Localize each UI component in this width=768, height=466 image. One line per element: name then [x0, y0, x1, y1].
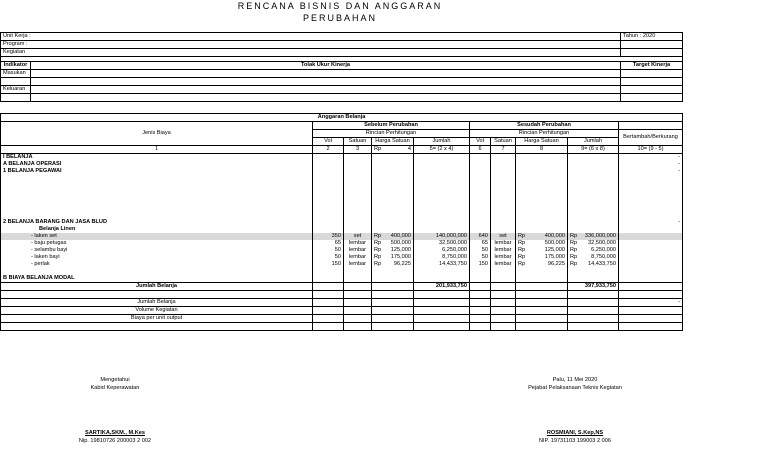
dash: -: [619, 299, 683, 307]
num-8: 8: [516, 146, 568, 154]
sesudah-perubahan: Sesudah Perubahan: [470, 122, 619, 130]
item-row: [1, 233, 683, 240]
item-v2: 640: [470, 233, 491, 240]
col-satuan: Satuan: [344, 138, 372, 146]
item-j2: Rp 336,000,000: [568, 233, 619, 240]
num-6: 6: [470, 146, 491, 154]
left-signature: Mengetahui Kabid Keperawatan: [90, 377, 140, 391]
dash: -: [619, 219, 683, 226]
item-j2: Rp 32,500,000: [568, 240, 619, 247]
item-h1: Rp 125,000: [372, 247, 414, 254]
item-h2: Rp 125,000: [516, 247, 568, 254]
dash: -: [619, 168, 683, 175]
row-operasi: A BELANJA OPERASI: [1, 161, 313, 168]
bertambah-berkurang: Bertambah/Berkurang: [619, 130, 683, 146]
masukan-label: Masukan: [1, 70, 31, 78]
item-j1: 140,000,000: [414, 233, 470, 240]
row-belanja: I BELANJA: [1, 154, 313, 162]
doc-subtitle: PERUBAHAN: [302, 13, 377, 23]
item-j2: Rp 6,250,000: [568, 247, 619, 254]
item-h1: Rp 175,000: [372, 254, 414, 261]
col-jumlah: Jumlah: [414, 138, 470, 146]
col-vol-2: Vol: [470, 138, 491, 146]
item-h1: Rp 400,000: [372, 233, 414, 240]
item-s1: lembar: [344, 261, 372, 268]
item-h2: Rp 96,225: [516, 261, 568, 268]
anggaran-belanja: Anggaran Belanja: [1, 114, 683, 122]
bottom-biaya: Biaya per unit output: [1, 315, 313, 323]
dash: -: [619, 154, 683, 162]
item-v1: 50: [313, 254, 344, 261]
item-s2: lembar: [491, 247, 516, 254]
row-modal: B BIAYA BELANJA MODAL: [1, 275, 313, 283]
item-row: [1, 254, 683, 261]
item-x: [619, 233, 683, 240]
item-s1: lembar: [344, 240, 372, 247]
budget-table: [0, 113, 683, 331]
num-2: 2: [313, 146, 344, 154]
item-row: [1, 240, 683, 247]
row-linen: Belanja Linen: [1, 226, 313, 233]
item-x: [619, 254, 683, 261]
kegiatan: Kegiatan: [1, 49, 621, 57]
item-s1: lembar: [344, 247, 372, 254]
header-table: [0, 32, 683, 102]
num-9: 9= (6 x 8): [568, 146, 619, 154]
col-harga: Harga Satuan: [372, 138, 414, 146]
item-v2: 65: [470, 240, 491, 247]
bottom-volume: Volume Kegiatan: [1, 307, 313, 315]
item-j2: Rp 8,750,000: [568, 254, 619, 261]
item-v2: 50: [470, 247, 491, 254]
row-barang: 2 BELANJA BARANG DAN JASA BLUD: [1, 219, 313, 226]
item-name: - laken set: [1, 233, 313, 240]
item-name: - selambu bayi: [1, 247, 313, 254]
doc-title: RENCANA BISNIS DAN ANGGARAN: [237, 1, 443, 11]
tahun: Tahun : 2020: [621, 33, 683, 41]
bottom-jumlah: Jumlah Belanja: [1, 299, 313, 307]
num-5: 5= (2 x 4): [414, 146, 470, 154]
col-satuan-2: Satuan: [491, 138, 516, 146]
total-after: 397,933,750: [568, 283, 619, 291]
item-x: [619, 261, 683, 268]
item-j1: 32,500,000: [414, 240, 470, 247]
unit-kerja: Unit Kerja :: [1, 33, 621, 41]
item-s1: set: [344, 233, 372, 240]
item-v2: 50: [470, 254, 491, 261]
dash: -: [619, 161, 683, 168]
item-j1: 8,750,000: [414, 254, 470, 261]
item-name: - perlak: [1, 261, 313, 268]
total-before: 201,933,750: [414, 283, 470, 291]
program: Program :: [1, 41, 621, 49]
item-row: [1, 261, 683, 268]
jumlah-belanja: Jumlah Belanja: [1, 283, 313, 291]
right-signer: ROSMIANI, S.Kep,NS NIP. 19731103 199003 2 006: [539, 430, 611, 444]
item-s2: lembar: [491, 254, 516, 261]
item-v2: 150: [470, 261, 491, 268]
jenis-biaya: Jenis Biaya: [1, 122, 313, 146]
item-name: - baju petugas: [1, 240, 313, 247]
item-s2: set: [491, 233, 516, 240]
right-signature: Palu, 11 Mei 2020 Pejabat Pelaksanaan Teknis Kegiatan: [528, 377, 622, 391]
row-pegawai: 1 BELANJA PEGAWAI: [1, 168, 313, 175]
item-s2: lembar: [491, 240, 516, 247]
item-s1: lembar: [344, 254, 372, 261]
item-j1: 6,250,000: [414, 247, 470, 254]
item-row: [1, 247, 683, 254]
num-7: 7: [491, 146, 516, 154]
num-4: Rp 4: [372, 146, 414, 154]
item-v1: 65: [313, 240, 344, 247]
target-label: Target Kinerja: [621, 62, 683, 70]
col-harga-2: Harga Satuan: [516, 138, 568, 146]
item-h2: Rp 500,000: [516, 240, 568, 247]
rincian-sesudah: Rincian Perhitungan: [470, 130, 619, 138]
sebelum-perubahan: Sebelum Perubahan: [313, 122, 470, 130]
item-v1: 50: [313, 247, 344, 254]
item-x: [619, 240, 683, 247]
rincian-sebelum: Rincian Perhitungan: [313, 130, 470, 138]
num-3: 3: [344, 146, 372, 154]
col-vol: Vol: [313, 138, 344, 146]
item-v1: 150: [313, 261, 344, 268]
item-j2: Rp 14,433,750: [568, 261, 619, 268]
num-10: 10= (9 - 5): [619, 146, 683, 154]
tolak-ukur-label: Tolak Ukur Kinerja: [31, 62, 621, 70]
indikator-label: Indikator: [1, 62, 31, 70]
item-v1: 350: [313, 233, 344, 240]
item-s2: lembar: [491, 261, 516, 268]
num-1: 1: [1, 146, 313, 154]
item-x: [619, 247, 683, 254]
item-j1: 14,433,750: [414, 261, 470, 268]
item-h2: Rp 175,000: [516, 254, 568, 261]
col-jumlah-2: Jumlah: [568, 138, 619, 146]
item-h2: Rp 400,000: [516, 233, 568, 240]
keluaran-label: Keluaran: [1, 86, 31, 94]
left-signer: SARTIKA,SKM., M.Kes Nip. 19810726 200003 2 002: [78, 430, 152, 444]
item-h1: Rp 96,225: [372, 261, 414, 268]
item-h1: Rp 500,000: [372, 240, 414, 247]
item-name: - laken bayi: [1, 254, 313, 261]
